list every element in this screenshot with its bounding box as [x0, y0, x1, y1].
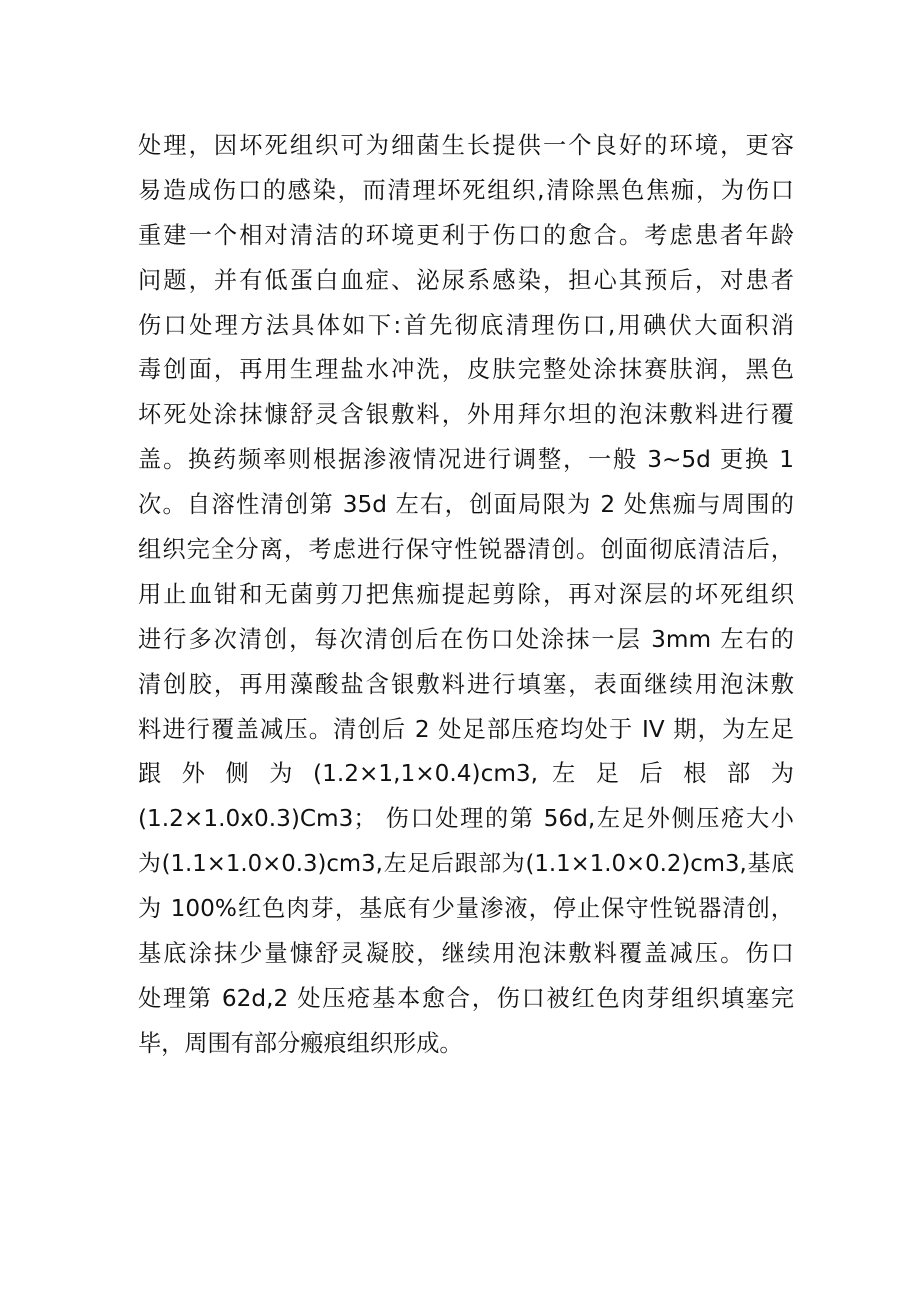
text-line: 毒创面，再用生理盐水冲洗，皮肤完整处涂抹赛肤润，黑色 — [138, 356, 794, 384]
text-line: 伤口处理方法具体如下:首先彻底清理伤口,用碘伏大面积消 — [138, 311, 794, 339]
text-line: 坏死处涂抹慷舒灵含银敷料，外用拜尔坦的泡沫敷料进行覆 — [138, 401, 794, 429]
text-line: 清创胶，再用藻酸盐含银敷料进行填塞，表面继续用泡沫敷 — [138, 670, 794, 698]
text-line: 易造成伤口的感染，而清理坏死组织,清除黑色焦痂，为伤口 — [138, 176, 794, 204]
text-line: 处理第 62d,2 处压疮基本愈合，伤口被红色肉芽组织填塞完 — [138, 984, 794, 1012]
body-paragraph — [138, 124, 794, 1067]
text-line: 处理，因坏死组织可为细菌生长提供一个良好的环境，更容 — [138, 132, 794, 159]
text-line: 料进行覆盖减压。清创后 2 处足部压疮均处于 IV 期，为左足 — [138, 715, 794, 743]
text-line-last: 毕，周围有部分瘢痕组织形成。 — [138, 1029, 463, 1057]
text-line: 用止血钳和无菌剪刀把焦痂提起剪除，再对深层的坏死组织 — [138, 580, 794, 608]
text-line: 问题，并有低蛋白血症、泌尿系感染，担心其预后，对患者 — [138, 266, 794, 294]
text-line: 次。自溶性清创第 35d 左右，创面局限为 2 处焦痂与周围的 — [138, 491, 794, 519]
text-line: 跟 外 侧 为 (1.2×1,1×0.4)cm3, 左 足 后 根 部 为 — [138, 760, 794, 788]
text-line: 为(1.1×1.0×0.3)cm3,左足后跟部为(1.1×1.0×0.2)cm3,基底 — [138, 851, 794, 878]
text-line: 基底涂抹少量慷舒灵凝胶，继续用泡沫敷料覆盖减压。伤口 — [138, 940, 794, 968]
text-line: 进行多次清创，每次清创后在伤口处涂抹一层 3mm 左右的 — [138, 625, 794, 653]
text-line: 为 100%红色肉芽，基底有少量渗液，停止保守性锐器清创， — [138, 895, 794, 923]
text-line: 重建一个相对清洁的环境更利于伤口的愈合。考虑患者年龄 — [138, 221, 794, 249]
text-line: (1.2×1.0x0.3)Cm3； 伤口处理的第 56d,左足外侧压疮大小 — [138, 805, 794, 833]
text-line: 组织完全分离，考虑进行保守性锐器清创。创面彻底清洁后， — [138, 536, 794, 564]
text-line: 盖。换药频率则根据渗液情况进行调整，一般 3~5d 更换 1 — [138, 446, 794, 474]
